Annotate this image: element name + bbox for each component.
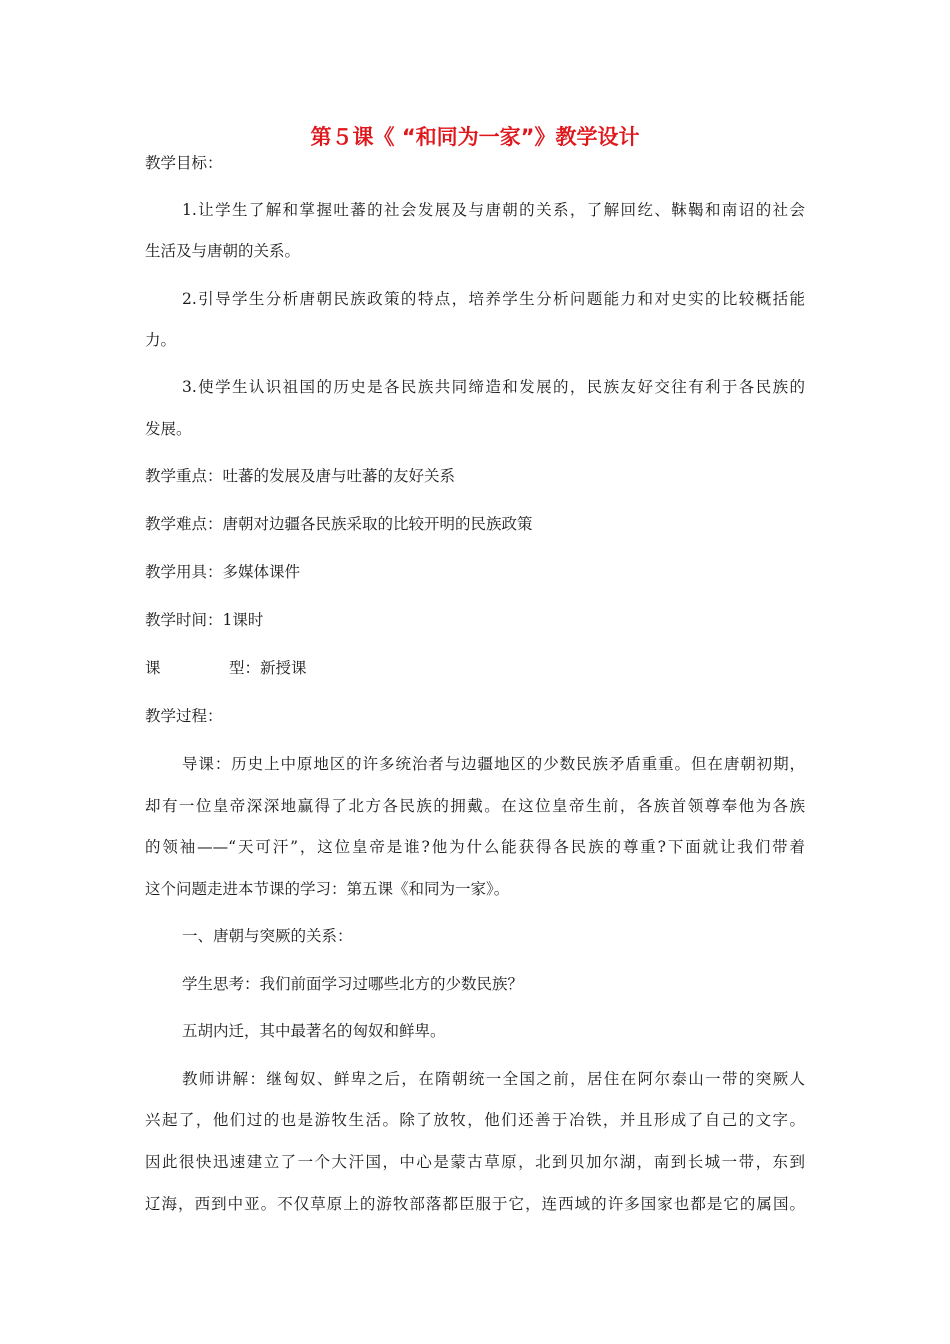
key-point: 教学重点：吐蕃的发展及唐与吐蕃的友好关系	[145, 467, 456, 485]
objective-1-line-1: 1.让学生了解和掌握吐蕃的社会发展及与唐朝的关系，了解回纥、靺鞨和南诏的社会	[182, 201, 805, 219]
student-think: 学生思考：我们前面学习过哪些北方的少数民族？	[182, 975, 524, 993]
document-title: 第５课《 “和同为一家”》教学设计	[310, 125, 640, 149]
objective-3-line-1: 3.使学生认识祖国的历史是各民族共同缔造和发展的，民族友好交往有利于各民族的	[182, 378, 805, 396]
objectives-heading: 教学目标：	[145, 154, 223, 172]
teacher-line-3: 因此很快迅速建立了一个大汗国，中心是蒙古草原，北到贝加尔湖，南到长城一带，东到	[145, 1153, 805, 1171]
lesson-type-value: 型：新授课	[229, 659, 307, 677]
process-heading: 教学过程：	[145, 707, 223, 725]
teaching-tools: 教学用具：多媒体课件	[145, 563, 301, 581]
teaching-time: 教学时间：1课时	[145, 611, 264, 629]
teacher-line-1: 教师讲解：继匈奴、鲜卑之后，在隋朝统一全国之前，居住在阿尔泰山一带的突厥人	[182, 1070, 805, 1088]
intro-line-2: 却有一位皇帝深深地赢得了北方各民族的拥戴。在这位皇帝生前，各族首领尊奉他为各族	[145, 797, 805, 815]
lesson-type	[145, 657, 307, 679]
objective-2-line-1: 2.引导学生分析唐朝民族政策的特点，培养学生分析问题能力和对史实的比较概括能	[182, 290, 805, 308]
answer-text: 五胡内迁，其中最著名的匈奴和鲜卑。	[182, 1022, 446, 1040]
section-1-heading: 一、唐朝与突厥的关系：	[182, 927, 353, 945]
objective-3-line-2: 发展。	[145, 420, 192, 438]
teacher-line-4: 辽海，西到中亚。不仅草原上的游牧部落都臣服于它，连西域的许多国家也都是它的属国。	[145, 1195, 805, 1213]
objective-2-line-2: 力。	[145, 331, 177, 349]
difficult-point: 教学难点：唐朝对边疆各民族采取的比较开明的民族政策	[145, 515, 533, 533]
intro-line-3: 的领袖——“天可汗”，这位皇帝是谁?他为什么能获得各民族的尊重?下面就让我们带着	[145, 838, 805, 856]
intro-line-1: 导课：历史上中原地区的许多统治者与边疆地区的少数民族矛盾重重。但在唐朝初期，	[182, 755, 805, 773]
teacher-line-2: 兴起了，他们过的也是游牧生活。除了放牧，他们还善于冶铁，并且形成了自己的文字。	[145, 1111, 805, 1129]
intro-line-4: 这个问题走进本节课的学习：第五课《和同为一家》。	[145, 880, 510, 898]
objective-1-line-2: 生活及与唐朝的关系。	[145, 242, 301, 260]
lesson-type-label: 课	[145, 659, 161, 677]
